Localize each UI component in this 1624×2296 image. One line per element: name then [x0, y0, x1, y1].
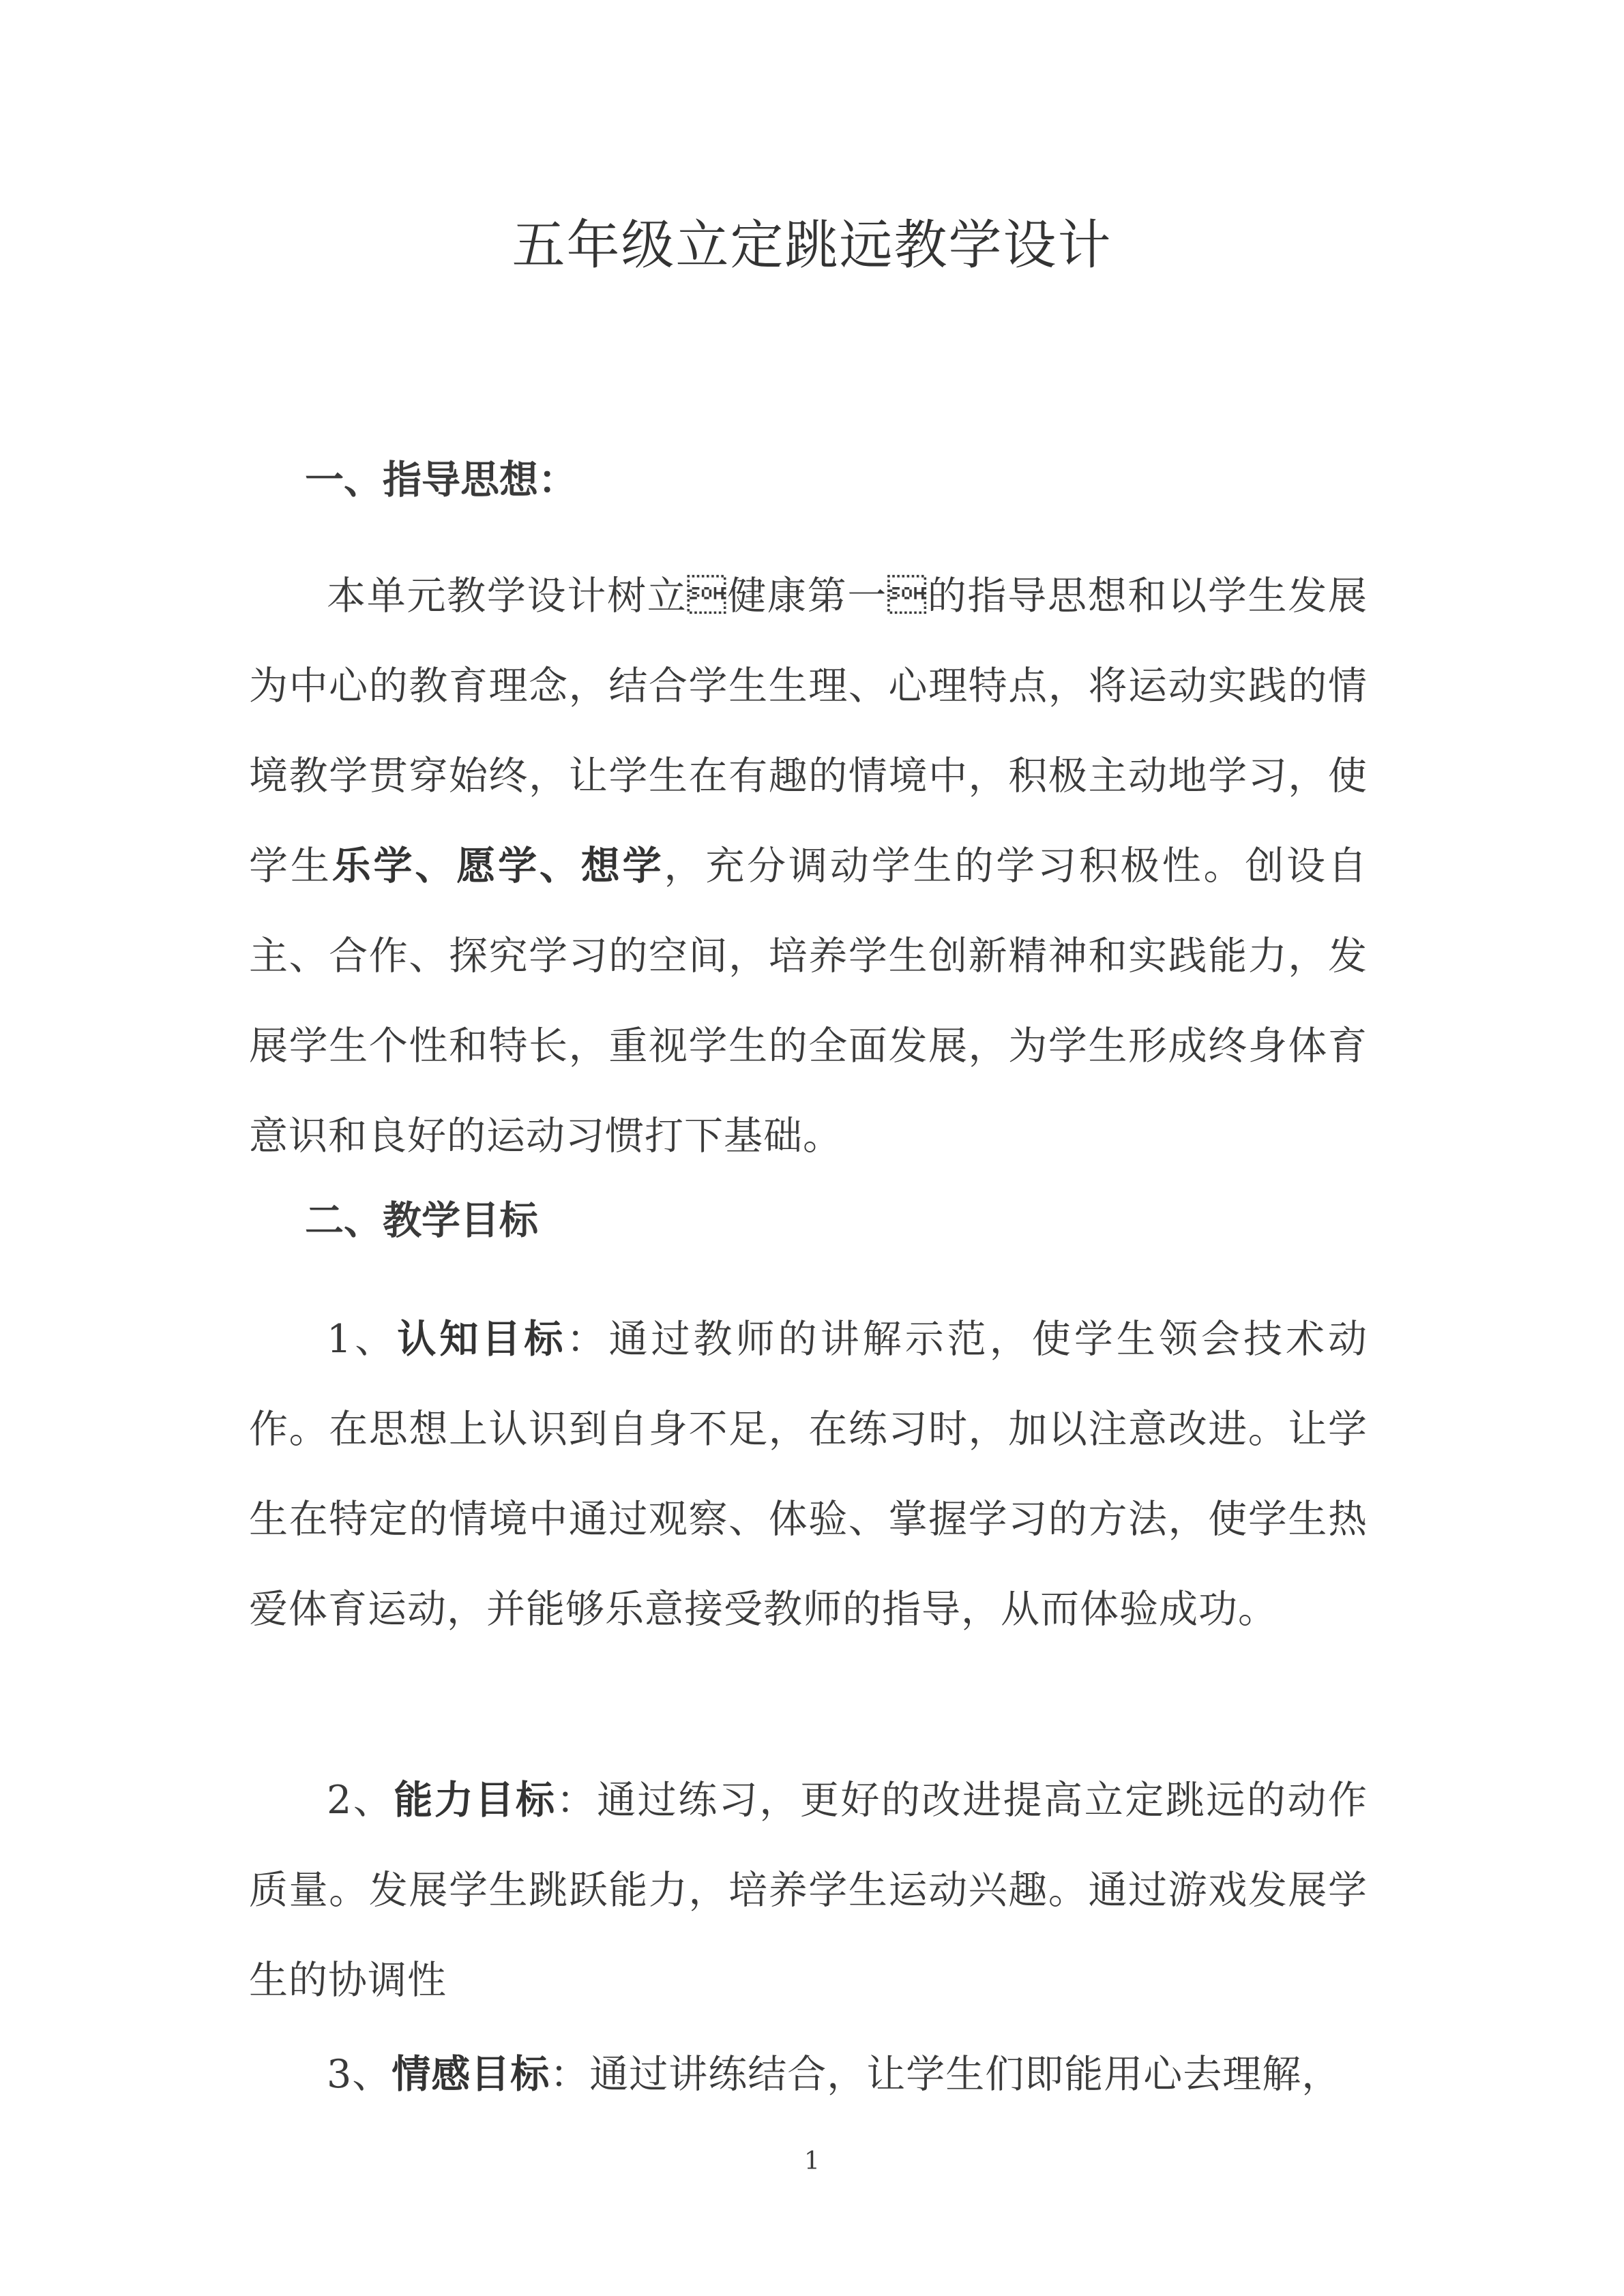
goal-number: 3、 [327, 2052, 392, 2097]
goal-text: ：通过教师的讲解示范，使学生领会技术动作。在思想上认识到自身不足，在练习时，加以注意改进。让学生在特定的情境中通过观察、体验、掌握学习的方法，使学生热爱体育运动，并能够乐意接受教师的指导，从而体验成功。 [249, 1317, 1368, 1632]
goal-label: 认知目标 [397, 1316, 567, 1362]
paragraph-text-tail: ，充分调动学生的学习积极性。创设自主、合作、探究学习的空间，培养学生创新精神和实践能力，发展学生个性和特长，重视学生的全面发展，为学生形成终身体育意识和良好的运动习惯打下基础。 [249, 844, 1368, 1159]
goal-number: 1、 [327, 1317, 398, 1362]
page-number: 1 [804, 2147, 820, 2175]
paragraph-guiding-ideology [249, 551, 1368, 1181]
paragraph-bold-text: 乐学、愿学、想学 [331, 843, 664, 889]
goal-number: 2、 [327, 1778, 394, 1823]
paragraph-cognitive-goal [249, 1294, 1368, 1654]
goal-text: ：通过练习，更好的改进提高立定跳远的动作质量。发展学生跳跃能力，培养学生运动兴趣。通过游戏发展学生的协调性 [249, 1778, 1368, 2003]
document-title: 五年级立定跳远教学设计 [512, 215, 1112, 276]
paragraph-ability-goal [249, 1755, 1368, 2025]
goal-label: 情感目标 [392, 2051, 550, 2097]
paragraph-text: 本单元教学设计树立健康第一的指导思想和以学生发展为中心的教育理念，结合学生生理、心理特点，将运动实践的情境教学贯穿始终，让学生在有趣的情境中，积极主动地学习，使学生 [249, 573, 1368, 889]
goal-label: 能力目标 [394, 1777, 557, 1823]
paragraph-emotional-goal [249, 2029, 1368, 2119]
section-heading-guiding-ideology: 一、指导思想： [305, 457, 577, 503]
goal-text: ：通过讲练结合，让学生们即能用心去理解， [550, 2052, 1342, 2097]
section-heading-teaching-goals: 二、教学目标 [305, 1197, 538, 1243]
